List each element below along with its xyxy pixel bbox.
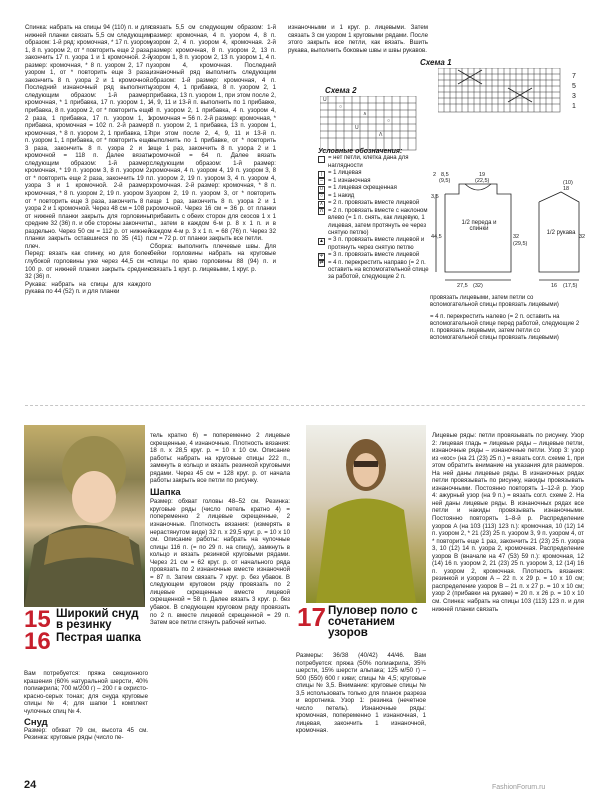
item-16-title: Пестрая шапка [56,632,141,644]
item-number-16: 16 [24,628,51,655]
legend-symbol: ○ [319,193,324,200]
svg-text:○: ○ [339,104,343,110]
paragraph-assembly-cont: изнаночными и 1 круг. р. лицевыми. Затем связать 3 см узором 1 круговыми рядами. После этого закрыть все петли, как вязать. Вшить рукава, выполнить боковые швы и швы рукавов. [288,24,428,54]
paragraph-snood: Размер: обхват 79 см, высота 45 см. Резинка: круговые ряды (число пе- [24,726,148,742]
paragraph-hat: Размер: обхват головы 48–52 см. Резинка: круговые ряды (число петель кратно 4) = попеременно 2 лицевые скрещенные, 2 изнаночные. Плотность вязания: (измерять в нерастянутом виде) 32 п. x 29,5 круг. р. = 10 x 10 см. Описание работы: набрать на чулочные спицы 116 п. (= по 29 п. на спицу), замкнуть в кольцо и вязать резинкой круговыми рядами. Через 21 см = 62 круг. р. от начального ряда провязать по 2 изнаночные вместе изнаночной = 87 п. Затем связать 7 круг. р. без убавок. В следующем круговом ряду провязать по 2 лицевые скрещенные вместе лицевой скрещенной = 58 п. Далее вязать 3 круг. р. без убавок. В следующем круговом ряду провязать по 2 п. вместе лицевой скрещенной = 29 п. Затем все петли стянуть рабочей нитью. [150,498,290,627]
legend-text: = 3 п. провязать вместе лицевой и протянуть через снятую петлю [328,237,425,251]
schema-2-label: Схема 2 [325,86,357,95]
legend-text: = 3 п. провязать вместе лицевой [328,252,420,259]
text-column-top-3 [288,24,428,54]
pattern-label-body: 1/2 переда и спинки [461,220,497,232]
dim-label: 27,5 [457,283,468,289]
watermark: FashionForum.ru [492,784,546,791]
text-column-hat [150,432,290,627]
legend-item [318,178,430,186]
legend-symbol: – [318,178,325,185]
legend [318,148,430,282]
row-number-3: 3 [572,93,576,100]
row-number-1: 1 [572,103,576,110]
dim-label: (29,5) [513,241,528,247]
schema-2-grid [320,96,420,152]
legend-title: Условные обозначения: [318,148,403,155]
legend-symbol: Λ [319,208,324,215]
legend-cont-text: провязать лицевыми, затем петли со вспомогательной спицы провязать лицевыми) [430,295,559,309]
dim-label: 44,5 [431,234,442,240]
text-column-top-2 [150,24,276,273]
dim-label: 16 [551,283,558,289]
svg-text:U: U [323,97,327,103]
legend-item [318,185,430,193]
item-17-title: Пуловер поло с сочетанием узоров [328,605,418,639]
materials-snood-hat: Вам потребуется: пряжа секционного крашения (60% натуральной шерсти, 40% полиакрила; 700 м/200 г) – 200 г в охристо-красно-серых тонах; для снуда круговые спицы № 4; для шапки 1 комплект чулочных спиц № 4. [24,670,148,715]
text-column-snood [24,670,148,742]
legend-text: = 2 п. провязать вместе лицевой [328,200,420,207]
legend-symbol: Ψ [319,252,324,259]
dim-label: 19 [479,172,486,178]
svg-text:∧: ∧ [363,111,367,117]
dim-label: 32 [513,234,520,240]
legend-symbol: ∪ [319,185,324,192]
paragraph-patterns: Лицевые ряды: петли провязывать по рисунку. Узор 2: лицевая гладь = лицевые ряды – лицевые петли, изнаночные ряды – изнаночные петли. Узор 3: узор из «кос» (на 21 (23) 25 п.) = вязать согл. схеме 1, при этом обратить внимание на указания для размеров. На ней даны лицевые ряды. В изнаночных рядах петли провязывать по рисунку, накиды провязывать изнаночными. Постоянно повторять 1–12-й р. Узор 4: ажурный узор (на 9 п.) = вязать согл. схеме 2. На ней даны лицевые ряды. В изнаночных рядах все петли и накиды провязывать изнаночными. Постоянно повторять 1–8-й р. Распределение узоров А (на 103 (113) 123 п.): кромочная, 10 (12) 14 п. узором 2, * 21 (23) 25 п. узором 3, 9 п. узором 4, от * повторить еще 1 раз, закончить 21 (23) 25 п. узора 3, 10 (12) 14 п. узора 2, кромочная. Распределение узоров В (вначале на 47 (53) 59 п.): кромочная, 12 (14) 16 п. узором 2, 21 (23) 25 п. узором 3, 12 (14) 16 п. узором 2, кромочная. Плотность вязания: резинкой и узором A – 22 п. x 29 р. = 10 x 10 см; распределение узоров В – 21 п. x 27 р. = 10 x 10 см; узор 2 (прибавки на рукаве) = 20 п. x 26 р. = 10 x 10 см. Спинка: набрать на спицы 103 (113) 123 п. и для нижней планки связать [432,432,584,613]
text-column-right [432,432,584,613]
row-numbers [572,72,576,112]
svg-text:Λ: Λ [379,132,383,138]
legend-text: = 1 лицевая скрещенная [328,185,397,192]
text-column-pullover [296,652,426,735]
schema-1-label: Схема 1 [420,58,452,67]
row-number-5: 5 [572,83,576,90]
dim-label: 32 [579,234,586,240]
paragraph-front: Перед: вязать как спинку, но для более глубокой горловины уже через 44,5 см = 100 р. от нижней планки закрыть средние 32 (36) п. [25,250,151,281]
legend-text: = 4 п. перекрестить направо (= 2 п. оставить на вспомогательной спице за работой, следующие 2 п. [328,259,429,281]
pattern-label-sleeve: 1/2 рукава [546,230,576,236]
dim-label: 3,5 [431,194,439,200]
legend-text: = 1 изнаночная [328,177,371,184]
legend-symbol [318,156,325,163]
legend-symbol: | [318,171,325,178]
legend-item [318,208,430,238]
section-divider [25,405,585,406]
subheading-snood: Снуд [24,717,48,729]
paragraph-sleeves: Рукава: набрать на спицы для каждого рукава по 44 (52) п. и для планки [25,280,151,296]
legend-item [318,155,430,170]
legend-item [318,200,430,208]
legend-cont-text-2: = 4 п. перекрестить налево (= 2 п. оставить на вспомогательной спице перед работой, следующие 2 п. провязать лицевыми, затем петли со вспомогательной спицы провязать лицевыми) [430,313,580,342]
dim-label: (22,5) [475,178,490,184]
legend-item [318,260,430,282]
svg-text:U: U [355,125,359,131]
photo-pullover-model [306,425,426,603]
legend-symbol: ∧ [319,200,324,207]
dim-label: 18 [563,186,570,192]
legend-text: = 2 п. провязать вместе с наклоном влево (= 1 п. снять, как лицевую, 1 лицевая, затем протянуть ее через снятую петлю) [328,207,428,236]
dim-label: (9,5) [439,178,451,184]
item-number-15: 15 [24,606,51,633]
legend-text: = нет петли, клетка дана для наглядности [328,155,409,169]
paragraph-pullover: Размеры: 36/38 (40/42) 44/46. Вам потребуется: пряжа (50% полиакрила, 35% шерсти, 15% шерсти альпака; 125 м/50 г) – 500 (550) 600 г киви; спицы № 4,5; круговые спицы № 3,5. Внимание: круговые спицы № 3,5 использовать только для планок разреза и воротника. Узор 1: резинка (нечетное число петель). Изнаночные ряды: кромочная, попеременно 1 изнаночная, 1 лицевая, закончить 1 изнаночной, кромочная. [296,652,426,735]
legend-text: = 1 лицевая [328,170,362,177]
dim-label: (17,5) [563,283,578,289]
item-15-title: Широкий снуд в резинку [56,608,139,631]
dim-label: 2 [433,172,437,178]
dim-label: (32) [473,283,483,289]
row-number-7: 7 [572,73,576,80]
legend-item [318,252,430,260]
paragraph-sleeves-cont: связать 5,5 см следующим образом: 1-й размер: кромочная, 4 п. узором 4, 8 п. узором 2, 4 п. узором 4, кромочная. 2-й размер: кромочная, 8 п. узором 2, 13 п. узором 1, 8 п. узором 2, 13 п. узором 1, 4 п. узором 4, кромочная. Последний изнаночный ряд выполнить следующим образом: 1-й размер: кромочная, 4 п. узором 4, 1 прибавка, 8 п. узором 2, 1 прибавка, 13 п. узором 1, при этом после 2, 4, 9, 11 и 13-й п. выполнить по 1 прибавке, 8 п. узором 2, 1 прибавка, 4 п. узором 4, кромочная = 56 п. 2-й размер: кромочная, * 8 п. узором 2, 1 прибавка, 13 п. узором 1, при этом после 2, 4, 9, 11 и 13-й п. выполнить по 1 прибавке, от * повторить еще 1 раз, закончить 8 п. узора 2 и 1 кромочной = 64 п. Далее вязать следующим образом: 1-й размер: кромочная, 4 п. узором 4, 19 п. узором 3, 8 п. узором 2, 19 п. узором 3, 4 п. узором 4, кромочная. 2-й размер: кромочная, * 8 п. узором 2, 19 п. узором 3, от * повторить еще 1 раз, закончить 8 п. узора 2 и 1 кромочной. Через 16 см = 36 р. от планки прибавить с обеих сторон для скосов 1 x 1 п., затем в каждом 6-м р. 8 x 1 п. и в каждом 4-м р. 3 x 1 п. = 68 (76) п. Через 32 см = 72 р. от планки закрыть все петли. [150,24,276,243]
legend-symbol: ⇄ [319,260,324,267]
dim-label: (10) [563,180,573,186]
legend-continuation [430,295,580,343]
legend-item [318,237,430,252]
legend-item [318,170,430,178]
garment-pattern-diagram [431,172,586,310]
paragraph-snood-cont: тель кратно 6) = попеременно 2 лицевые скрещенные, 4 изнаночные. Плотность вязания: 18 п. x 28,5 круг. р. = 10 x 10 см. Описание работы: набрать на круговые спицы 222 п., замкнуть в кольцо и вязать резинкой круговыми рядами. Через 45 см = 128 круг. р. от начала работы закрыть все петли по рисунку. [150,432,290,485]
legend-text: = 1 накид [328,192,355,199]
dim-label: 8,5 [441,172,449,178]
subheading-hat: Шапка [150,486,181,498]
page-number: 24 [24,779,37,791]
item-number-17: 17 [297,602,326,632]
svg-text:○: ○ [387,118,391,124]
paragraph-assembly: Сборка: выполнить плечевые швы. Для бейки горловины набрать на круговые спицы по краю горловины 88 (94) п. и связать 1 круг. р. лицевыми, 1 круг. р. [150,242,276,273]
legend-symbol: ▲ [319,237,324,244]
paragraph-back: Спинка: набрать на спицы 94 (110) п. и для нижней планки связать 5,5 см следующим образом: 1-й ряд: кромочная, * 17 п. узором 1, 8 п. узором 2, от * повторить еще 2 раза, закончить 17 п. узора 1 и 1 кромочной. 2-й размер: кромочная, * 8 п. узором 2, 17 п. узором 1, от * повторить еще 3 раза, закончить 8 п. узора 2 и 1 кромочной. Последний изнаночный ряд выполнить следующим образом: 1-й размер: кромочная, * 1 прибавка, 17 п. узором 1, 1 прибавка, 8 п. узором 2, от * повторить еще 2 раза, 1 прибавка, 17 п. узором 1, 1 прибавка, кромочная = 102 п. 2-й размер: кромочная, * 8 п. узором 2, 1 прибавка, 17 п. узором 1, 1 прибавка, от * повторить еще 3 раза, закончить 8 п. узора 2 и 1 кромочной = 118 п. Далее вязать следующим образом: 1-й размер: кромочная, * 19 п. узором 3, 8 п. узором 2, от * повторить еще 2 раза, закончить 19 п. узора 3 и 1 кромочной. 2-й размер: кромочная, * 8 п. узором 2, 19 п. узором 3, от * повторить еще 3 раза, закончить 8 п. узора 2 и 1 кромочной. Через 48 см = 108 р. от нижней планки закрыть для горловины средние 32 (36) п. и обе стороны закончить раздельно. Через 50 см = 112 р. от нижней планки закрыть оставшиеся по 35 (41) п. плеч. [25,24,151,250]
text-column-top-1 [25,24,151,296]
photo-snood-model [24,425,145,607]
schema-1-grid [438,68,568,114]
